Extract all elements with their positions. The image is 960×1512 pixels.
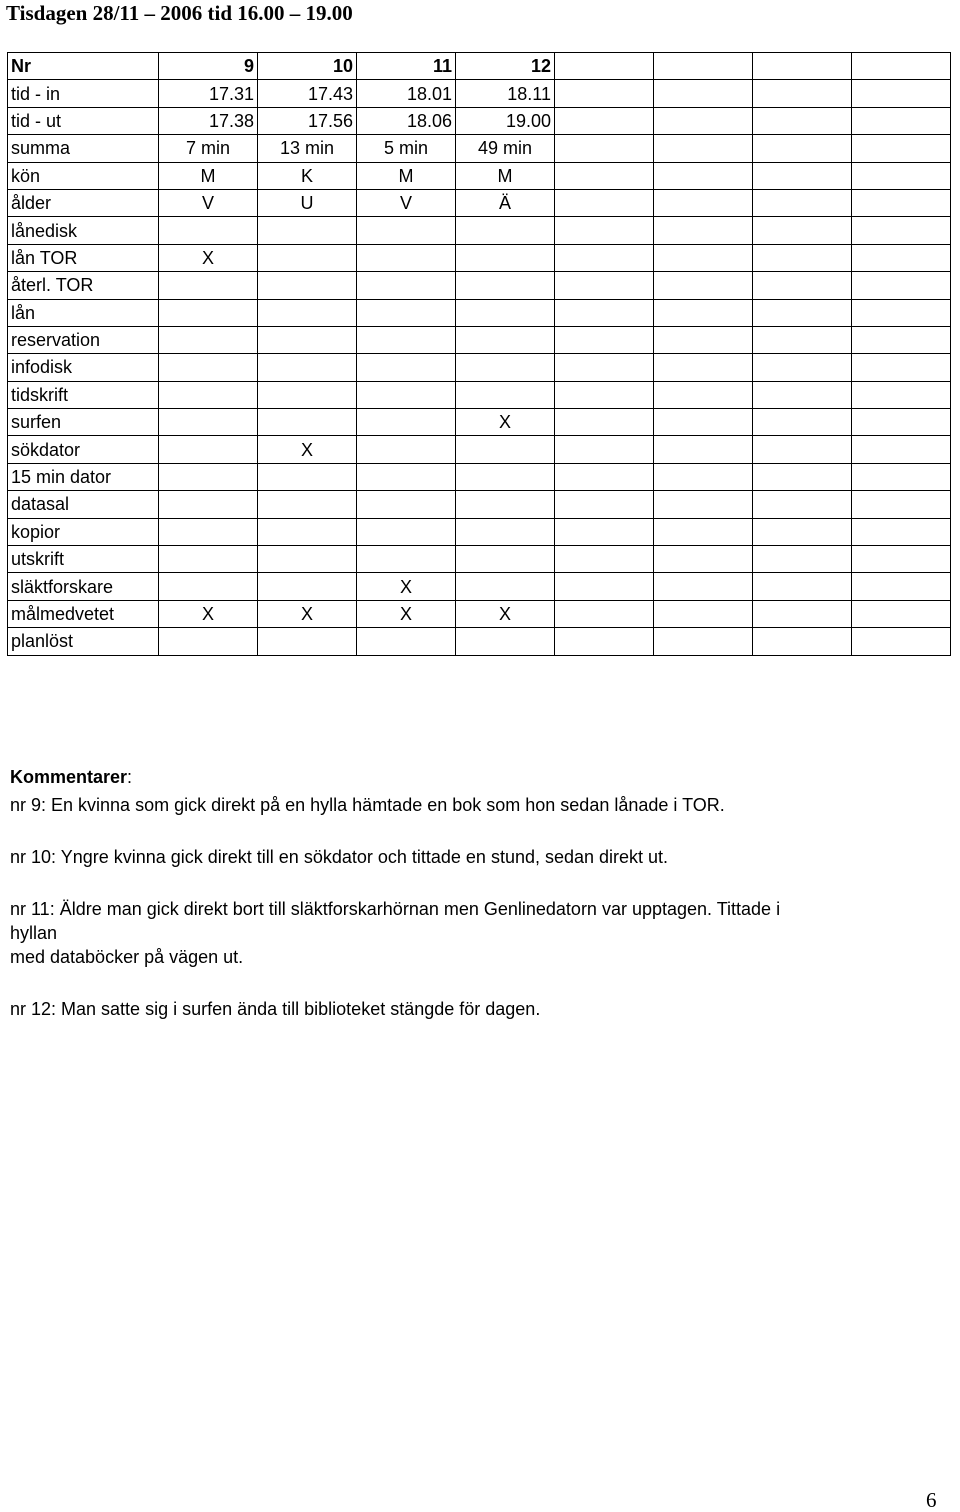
empty-cell	[654, 628, 753, 655]
row-label-cell: lån	[8, 299, 159, 326]
table-header-row	[8, 53, 951, 80]
empty-cell	[654, 272, 753, 299]
empty-cell	[555, 436, 654, 463]
table-cell	[258, 409, 357, 436]
table-row	[8, 107, 951, 134]
observation-table	[7, 52, 951, 656]
empty-cell	[753, 107, 852, 134]
table-cell: 17.43	[258, 80, 357, 107]
table-cell	[159, 628, 258, 655]
table-cell	[456, 354, 555, 381]
table-row	[8, 217, 951, 244]
table-cell	[159, 299, 258, 326]
empty-cell	[555, 80, 654, 107]
table-cell	[357, 326, 456, 353]
header-visitor-cell: 9	[159, 53, 258, 80]
empty-cell	[753, 573, 852, 600]
empty-cell	[852, 162, 951, 189]
table-cell: 18.01	[357, 80, 456, 107]
table-cell: 13 min	[258, 135, 357, 162]
row-label-cell: ålder	[8, 189, 159, 216]
empty-cell	[753, 463, 852, 490]
empty-cell	[852, 299, 951, 326]
table-cell	[159, 409, 258, 436]
row-label-cell: lånedisk	[8, 217, 159, 244]
row-label-cell: tid - in	[8, 80, 159, 107]
empty-cell	[555, 409, 654, 436]
empty-cell	[654, 436, 753, 463]
row-label-cell: målmedvetet	[8, 600, 159, 627]
table-cell: 17.38	[159, 107, 258, 134]
empty-cell	[753, 53, 852, 80]
row-label-cell: utskrift	[8, 546, 159, 573]
empty-cell	[753, 546, 852, 573]
empty-cell	[654, 354, 753, 381]
empty-cell	[555, 628, 654, 655]
table-cell: 7 min	[159, 135, 258, 162]
empty-cell	[852, 135, 951, 162]
empty-cell	[654, 217, 753, 244]
table-cell	[258, 463, 357, 490]
table-cell	[159, 573, 258, 600]
empty-cell	[555, 573, 654, 600]
empty-cell	[555, 135, 654, 162]
empty-cell	[555, 546, 654, 573]
table-row	[8, 573, 951, 600]
empty-cell	[555, 354, 654, 381]
table-row	[8, 628, 951, 655]
empty-cell	[753, 189, 852, 216]
comment-nr10: nr 10: Yngre kvinna gick direkt till en sökdator och tittade en stund, sedan direkt ut.	[10, 847, 669, 867]
empty-cell	[852, 381, 951, 408]
table-cell: 19.00	[456, 107, 555, 134]
table-cell	[456, 463, 555, 490]
empty-cell	[555, 326, 654, 353]
empty-cell	[753, 162, 852, 189]
table-cell	[159, 436, 258, 463]
table-cell	[258, 272, 357, 299]
table-row	[8, 491, 951, 518]
page-number: 6	[926, 1488, 937, 1512]
table-cell	[258, 326, 357, 353]
empty-cell	[852, 53, 951, 80]
empty-cell	[753, 436, 852, 463]
table-cell	[357, 491, 456, 518]
empty-cell	[555, 491, 654, 518]
empty-cell	[654, 107, 753, 134]
empty-cell	[753, 80, 852, 107]
table-cell	[159, 518, 258, 545]
row-label-cell: datasal	[8, 491, 159, 518]
empty-cell	[654, 409, 753, 436]
table-row	[8, 354, 951, 381]
table-cell	[456, 436, 555, 463]
table-row	[8, 326, 951, 353]
table-cell: X	[159, 244, 258, 271]
table-cell	[258, 217, 357, 244]
table-cell	[258, 546, 357, 573]
table-cell	[456, 244, 555, 271]
empty-cell	[654, 135, 753, 162]
empty-cell	[654, 162, 753, 189]
table-cell: X	[456, 600, 555, 627]
row-label-cell: lån TOR	[8, 244, 159, 271]
empty-cell	[852, 628, 951, 655]
table-cell	[357, 244, 456, 271]
table-cell	[159, 272, 258, 299]
table-cell	[357, 436, 456, 463]
table-cell	[456, 546, 555, 573]
table-cell	[357, 463, 456, 490]
table-cell	[357, 272, 456, 299]
empty-cell	[852, 107, 951, 134]
table-cell	[159, 326, 258, 353]
empty-cell	[555, 217, 654, 244]
table-row	[8, 299, 951, 326]
empty-cell	[555, 463, 654, 490]
header-visitor-cell: 10	[258, 53, 357, 80]
empty-cell	[753, 217, 852, 244]
empty-cell	[753, 491, 852, 518]
table-cell	[357, 381, 456, 408]
empty-cell	[654, 326, 753, 353]
row-label-cell: infodisk	[8, 354, 159, 381]
empty-cell	[852, 189, 951, 216]
table-cell	[159, 381, 258, 408]
table-cell	[258, 299, 357, 326]
table-row	[8, 162, 951, 189]
row-label-cell: återl. TOR	[8, 272, 159, 299]
table-cell: X	[258, 600, 357, 627]
table-cell	[357, 217, 456, 244]
empty-cell	[555, 299, 654, 326]
row-label-cell: reservation	[8, 326, 159, 353]
table-cell: 49 min	[456, 135, 555, 162]
table-cell	[456, 518, 555, 545]
table-row	[8, 189, 951, 216]
table-cell: X	[159, 600, 258, 627]
row-label-cell: kopior	[8, 518, 159, 545]
table-cell: M	[357, 162, 456, 189]
empty-cell	[753, 135, 852, 162]
table-cell	[258, 573, 357, 600]
table-cell	[258, 354, 357, 381]
empty-cell	[654, 518, 753, 545]
table-cell: 17.56	[258, 107, 357, 134]
table-row	[8, 381, 951, 408]
table-cell	[357, 354, 456, 381]
table-cell	[258, 518, 357, 545]
empty-cell	[654, 299, 753, 326]
row-label-cell: surfen	[8, 409, 159, 436]
empty-cell	[753, 354, 852, 381]
table-row	[8, 135, 951, 162]
empty-cell	[852, 80, 951, 107]
table-cell	[357, 628, 456, 655]
empty-cell	[753, 381, 852, 408]
table-cell: 18.11	[456, 80, 555, 107]
table-cell: X	[357, 600, 456, 627]
empty-cell	[852, 272, 951, 299]
empty-cell	[654, 244, 753, 271]
table-row	[8, 244, 951, 271]
table-cell: U	[258, 189, 357, 216]
empty-cell	[555, 244, 654, 271]
empty-cell	[753, 326, 852, 353]
table-cell	[159, 463, 258, 490]
empty-cell	[852, 217, 951, 244]
table-cell	[357, 299, 456, 326]
comment-nr11: nr 11: Äldre man gick direkt bort till släktforskarhörnan men Genlinedatorn var upptagen. Tittade i hyllan med databöcker på vägen ut.	[10, 899, 781, 967]
table-cell	[258, 491, 357, 518]
table-cell	[456, 628, 555, 655]
empty-cell	[753, 409, 852, 436]
table-cell	[258, 244, 357, 271]
table-cell: K	[258, 162, 357, 189]
empty-cell	[852, 244, 951, 271]
table-cell	[159, 217, 258, 244]
page-title: Tisdagen 28/11 – 2006 tid 16.00 – 19.00	[6, 1, 353, 25]
row-label-cell: släktforskare	[8, 573, 159, 600]
empty-cell	[753, 272, 852, 299]
table-cell	[456, 326, 555, 353]
header-label-cell: Nr	[8, 53, 159, 80]
empty-cell	[555, 600, 654, 627]
empty-cell	[753, 299, 852, 326]
row-label-cell: planlöst	[8, 628, 159, 655]
table-cell	[456, 381, 555, 408]
empty-cell	[852, 436, 951, 463]
table-cell: 5 min	[357, 135, 456, 162]
empty-cell	[654, 80, 753, 107]
comment-nr12: nr 12: Man satte sig i surfen ända till biblioteket stängde för dagen.	[10, 999, 541, 1019]
row-label-cell: 15 min dator	[8, 463, 159, 490]
row-label-cell: summa	[8, 135, 159, 162]
empty-cell	[654, 381, 753, 408]
empty-cell	[852, 546, 951, 573]
table-cell: X	[357, 573, 456, 600]
empty-cell	[753, 628, 852, 655]
table-cell	[357, 518, 456, 545]
table-cell	[357, 409, 456, 436]
table-row	[8, 409, 951, 436]
table-cell: V	[357, 189, 456, 216]
table-cell: 18.06	[357, 107, 456, 134]
table-cell	[159, 491, 258, 518]
row-label-cell: tidskrift	[8, 381, 159, 408]
header-visitor-cell: 12	[456, 53, 555, 80]
table-cell: Ä	[456, 189, 555, 216]
empty-cell	[753, 518, 852, 545]
empty-cell	[654, 463, 753, 490]
row-label-cell: tid - ut	[8, 107, 159, 134]
table-cell	[357, 546, 456, 573]
table-cell	[456, 491, 555, 518]
empty-cell	[654, 53, 753, 80]
table-cell	[159, 354, 258, 381]
empty-cell	[852, 463, 951, 490]
table-cell	[258, 628, 357, 655]
table-cell	[456, 217, 555, 244]
header-visitor-cell: 11	[357, 53, 456, 80]
table-cell: 17.31	[159, 80, 258, 107]
empty-cell	[753, 600, 852, 627]
empty-cell	[852, 573, 951, 600]
empty-cell	[654, 573, 753, 600]
table-row	[8, 463, 951, 490]
empty-cell	[555, 189, 654, 216]
empty-cell	[555, 518, 654, 545]
empty-cell	[555, 272, 654, 299]
empty-cell	[555, 381, 654, 408]
table-cell: V	[159, 189, 258, 216]
table-cell: M	[159, 162, 258, 189]
row-label-cell: kön	[8, 162, 159, 189]
empty-cell	[852, 326, 951, 353]
table-cell	[159, 546, 258, 573]
comments-section	[10, 765, 910, 1049]
empty-cell	[654, 600, 753, 627]
table-row	[8, 600, 951, 627]
comments-heading: Kommentarer:	[10, 767, 133, 787]
table-row	[8, 272, 951, 299]
table-cell	[456, 573, 555, 600]
comment-nr9: nr 9: En kvinna som gick direkt på en hylla hämtade en bok som hon sedan lånade i TOR.	[10, 795, 725, 815]
table-row	[8, 518, 951, 545]
table-row	[8, 80, 951, 107]
table-cell: X	[456, 409, 555, 436]
empty-cell	[555, 107, 654, 134]
empty-cell	[753, 244, 852, 271]
empty-cell	[852, 409, 951, 436]
empty-cell	[555, 162, 654, 189]
empty-cell	[555, 53, 654, 80]
empty-cell	[654, 546, 753, 573]
empty-cell	[654, 491, 753, 518]
table-cell	[258, 381, 357, 408]
empty-cell	[852, 491, 951, 518]
table-cell	[456, 272, 555, 299]
empty-cell	[654, 189, 753, 216]
table-row	[8, 436, 951, 463]
row-label-cell: sökdator	[8, 436, 159, 463]
empty-cell	[852, 518, 951, 545]
table-cell: X	[258, 436, 357, 463]
empty-cell	[852, 600, 951, 627]
empty-cell	[852, 354, 951, 381]
table-cell: M	[456, 162, 555, 189]
table-row	[8, 546, 951, 573]
table-cell	[456, 299, 555, 326]
